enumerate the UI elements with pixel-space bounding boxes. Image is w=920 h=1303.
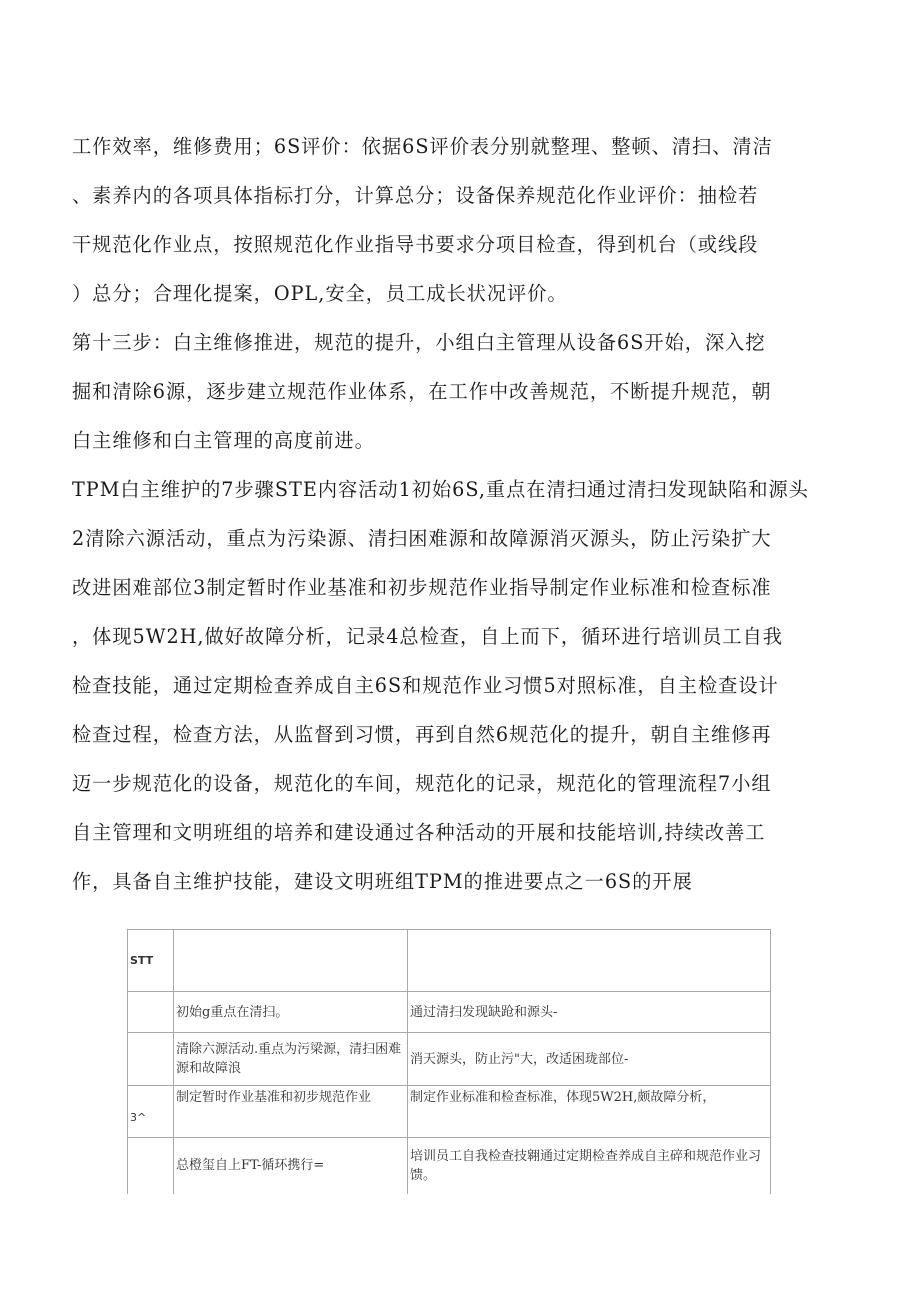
text-line: 掘和清除6源，逐步建立规范作业体系，在工作中改善规范，不断提升规范，朝 xyxy=(72,380,772,403)
steps-table xyxy=(127,929,771,1194)
document-body xyxy=(72,122,809,906)
paragraph-step-13 xyxy=(72,318,772,465)
paragraph-evaluation xyxy=(72,122,772,318)
text-line: 改进困难部位3制定暂时作业基准和初步规范作业指导制定作业标准和检查标准 xyxy=(72,576,772,599)
content-cell: 制定作业标准和检查标准，体现5W2H,颇故障分析， xyxy=(408,1086,771,1138)
table-row xyxy=(128,1138,771,1194)
activity-cell: 总橙玺自上FT-循环携行= xyxy=(174,1138,408,1194)
content-cell: 通过清扫发现缺跄和源头- xyxy=(408,992,771,1033)
content-cell: 培训员工自我检查技翱通过定期检查养成自主碎和规范作业习馈。 xyxy=(408,1138,771,1194)
content-cell: 消天源头，防止污"大，改适困珑部位- xyxy=(408,1033,771,1086)
paragraph-tpm-7-steps xyxy=(72,465,809,906)
header-cell xyxy=(174,930,408,992)
text-line: 工作效率，维修费用；6S评价：依据6S评价表分别就整理、整顿、清扫、清洁 xyxy=(72,135,773,158)
text-line: 2清除六源活动，重点为污染源、清扫困难源和故障源消灭源头，防止污染扩大 xyxy=(72,527,772,550)
header-cell xyxy=(408,930,771,992)
header-cell-stt: STT xyxy=(128,930,174,992)
step-number-cell xyxy=(128,1138,174,1194)
step-number-cell xyxy=(128,1033,174,1086)
activity-cell: 制定暂时作业基准和初步规范作业 xyxy=(174,1086,408,1138)
table-header-row xyxy=(128,930,771,992)
text-line: 白主维修和白主管理的高度前进。 xyxy=(72,429,375,452)
text-line: ，体现5W2H,做好故障分析，记录4总检查，自上而下，循环进行培训员工自我 xyxy=(72,625,783,648)
table-row xyxy=(128,992,771,1033)
text-line: 第十三步：白主维修推进，规范的提升，小组白主管理从设备6S开始，深入挖 xyxy=(72,331,766,354)
text-line: 检查过程，检查方法，从监督到习惯，再到自然6规范化的提升，朝自主维修再 xyxy=(72,723,772,746)
text-line: TPM白主维护的7步骤STE内容活动1初始6S,重点在清扫通过清扫发现缺陷和源头 xyxy=(72,478,809,501)
activity-cell: 清除六源活动.重点为污梁源，清扫困难源和故障浪 xyxy=(174,1033,408,1086)
text-line: 自主管理和文明班组的培养和建设通过各种活动的开展和技能培训,持续改善工 xyxy=(72,821,766,844)
activity-cell: 初始g重点在清扫。 xyxy=(174,992,408,1033)
text-line: 检查技能，通过定期检查养成自主6S和规范作业习惯5对照标准，自主检查设计 xyxy=(72,674,779,697)
step-number-cell: 3^ xyxy=(128,1086,174,1138)
text-line: 迈一步规范化的设备，规范化的车间，规范化的记录，规范化的管理流程7小组 xyxy=(72,772,772,795)
text-line: ）总分；合理化提案，OPL,安全，员工成长状况评价。 xyxy=(72,282,568,305)
text-line: 作，具备自主维护技能，建设文明班组TPM的推进要点之一6S的开展 xyxy=(72,870,693,893)
step-number-cell xyxy=(128,992,174,1033)
text-line: 、素养内的各项具体指标打分，计算总分；设备保养规范化作业评价：抽检若 xyxy=(72,184,759,207)
table-row xyxy=(128,1086,771,1138)
table-row xyxy=(128,1033,771,1086)
text-line: 干规范化作业点，按照规范化作业指导书要求分项目检查，得到机台（或线段 xyxy=(72,233,759,256)
